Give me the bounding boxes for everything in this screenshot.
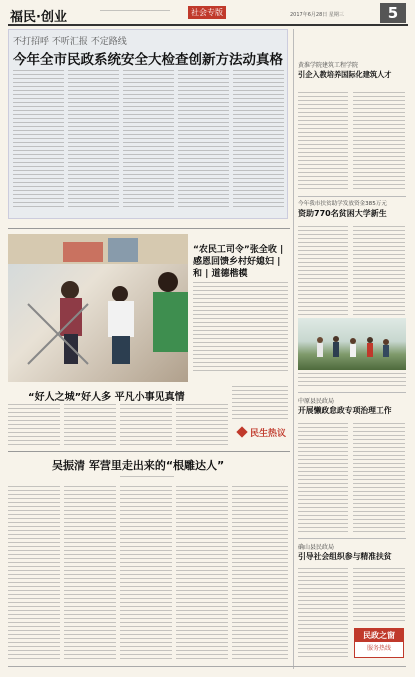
- masthead-stamp: 社会专版: [188, 6, 226, 19]
- masthead-note: [100, 10, 170, 14]
- right3-col-b: [353, 423, 405, 533]
- people-silhouettes: [298, 318, 406, 370]
- diamond-icon: [236, 426, 247, 437]
- divider-r3: [298, 392, 406, 393]
- right2-col-a: [298, 226, 348, 316]
- feature-headline-text: “农民工司令”张全收 | 感恩回馈乡村好媳妇 | 和 | 道德楷模: [193, 245, 284, 279]
- top-col-3: [123, 70, 174, 210]
- top-headline: 今年全市民政系统安全大检查创新方法动真格: [13, 52, 283, 68]
- right3-headline: 开展懒政怠政专项治理工作: [298, 406, 392, 415]
- page-number: 5: [380, 3, 406, 23]
- feature-headline: [193, 244, 288, 280]
- bottom-col-5: [232, 486, 288, 662]
- bottom-col-1: [8, 486, 60, 662]
- column-name: 民生热议: [250, 428, 287, 439]
- right4-col-a: [298, 568, 348, 660]
- bottom-col-3: [120, 486, 172, 662]
- top-col-5: [233, 70, 284, 210]
- divider-right: [293, 29, 294, 669]
- right1-col-b: [353, 92, 405, 192]
- masthead: [8, 4, 408, 26]
- feature-col-1: [8, 404, 60, 446]
- top-col-2: [68, 70, 119, 210]
- right1-kicker: 黄淮学院建筑工程学院: [298, 62, 359, 69]
- feature-col-4: [176, 404, 228, 446]
- right2-headline: 资助770名贫困大学新生: [298, 209, 387, 218]
- column-badge: [238, 424, 288, 440]
- right2-kicker: 今年我市扶贫助学发放资金385万元: [298, 201, 387, 207]
- bottom-col-2: [64, 486, 116, 662]
- stamp-sub: 服务热线: [366, 645, 391, 652]
- right4-col-b: [353, 568, 405, 624]
- top-col-1: [13, 70, 64, 210]
- greenhouse-photo: [298, 318, 406, 370]
- top-col-4: [178, 70, 229, 210]
- feature-photo: [8, 234, 188, 382]
- bottom-headline: 吴振清 军营里走出来的“根雕达人”: [52, 459, 225, 472]
- right2-col-b: [353, 226, 405, 316]
- bottom-byline: [120, 476, 174, 480]
- right3-col-a: [298, 423, 348, 533]
- right1-headline: 引企入教培养国际化建筑人才: [298, 70, 392, 79]
- stamp-title: 民政之窗: [355, 629, 403, 642]
- right4-kicker: 确山县民政局: [298, 544, 335, 551]
- divider-feature: [8, 228, 290, 229]
- divider-bottom: [8, 451, 290, 452]
- feature-caption-title: “好人之城”好人多 平凡小事见真情: [28, 392, 185, 403]
- right3-kicker: 中原县民政局: [298, 398, 335, 405]
- window-stamp: [354, 628, 404, 658]
- photo-caption: [298, 373, 406, 387]
- section-title: 福民·创业: [10, 10, 67, 25]
- top-kicker: 不打招呼 不听汇报 不定路线: [13, 37, 127, 47]
- footer-ornament: [8, 666, 406, 672]
- masthead-date: 2017年6月28日 星期三: [290, 12, 344, 18]
- top-article: [8, 29, 288, 219]
- feature-col-2: [64, 404, 116, 446]
- right1-col-a: [298, 92, 348, 192]
- feature-scene: [8, 234, 188, 382]
- divider-r4: [298, 538, 406, 539]
- right4-headline: 引导社会组织参与精准扶贫: [298, 552, 392, 561]
- feature-text-a: [193, 282, 288, 374]
- feature-col-3: [120, 404, 172, 446]
- bottom-col-4: [176, 486, 228, 662]
- divider-r2: [298, 196, 406, 197]
- feature-col-5: [232, 386, 288, 422]
